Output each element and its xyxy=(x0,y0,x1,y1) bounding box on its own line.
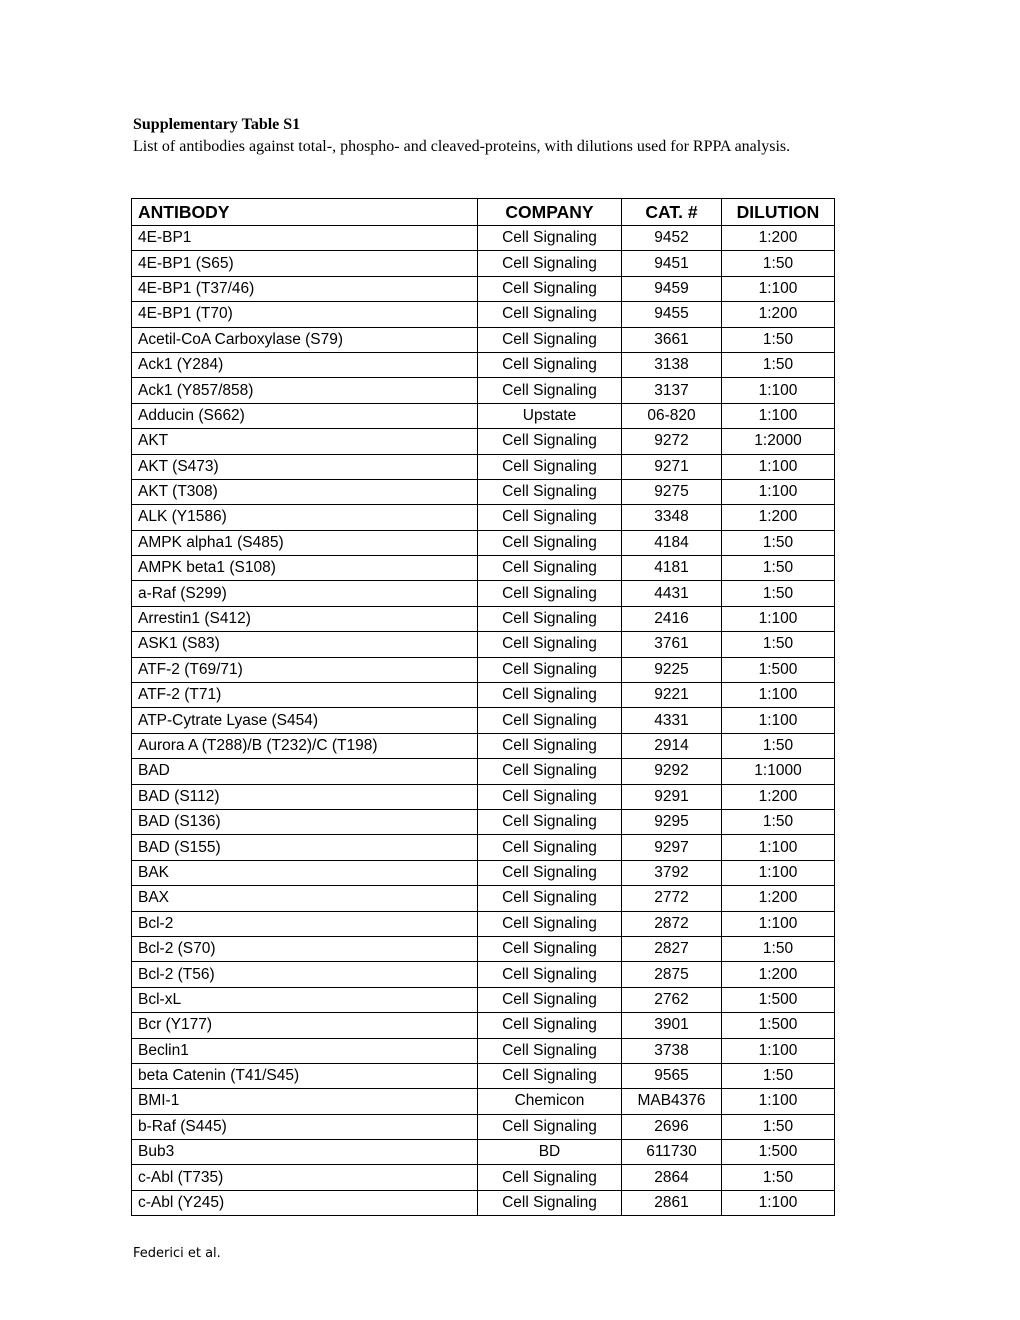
antibody-cell: AMPK beta1 (S108) xyxy=(132,556,478,581)
dilution-cell: 1:100 xyxy=(722,683,835,708)
header-cat-number: CAT. # xyxy=(622,199,722,226)
dilution-cell: 1:100 xyxy=(722,860,835,885)
dilution-cell: 1:200 xyxy=(722,886,835,911)
table-row xyxy=(132,276,835,301)
table-row xyxy=(132,1013,835,1038)
antibody-cell: BAD (S155) xyxy=(132,835,478,860)
antibody-cell: Arrestin1 (S412) xyxy=(132,606,478,631)
company-cell: Cell Signaling xyxy=(478,581,622,606)
dilution-cell: 1:100 xyxy=(722,378,835,403)
company-cell: Cell Signaling xyxy=(478,784,622,809)
table-row xyxy=(132,1089,835,1114)
company-cell: Cell Signaling xyxy=(478,454,622,479)
company-cell: Cell Signaling xyxy=(478,1114,622,1139)
company-cell: Cell Signaling xyxy=(478,1038,622,1063)
company-cell: Cell Signaling xyxy=(478,987,622,1012)
cat-number-cell: 3761 xyxy=(622,632,722,657)
table-row xyxy=(132,403,835,428)
cat-number-cell: 9221 xyxy=(622,683,722,708)
cat-number-cell: 3901 xyxy=(622,1013,722,1038)
company-cell: Cell Signaling xyxy=(478,556,622,581)
company-cell: Cell Signaling xyxy=(478,1165,622,1190)
company-cell: Cell Signaling xyxy=(478,479,622,504)
table-row xyxy=(132,733,835,758)
table-row xyxy=(132,378,835,403)
cat-number-cell: 611730 xyxy=(622,1140,722,1165)
company-cell: Cell Signaling xyxy=(478,1013,622,1038)
table-row xyxy=(132,860,835,885)
cat-number-cell: 9297 xyxy=(622,835,722,860)
table-row xyxy=(132,226,835,251)
dilution-cell: 1:200 xyxy=(722,302,835,327)
table-row xyxy=(132,251,835,276)
cat-number-cell: 06-820 xyxy=(622,403,722,428)
cat-number-cell: 3792 xyxy=(622,860,722,885)
table-body xyxy=(132,226,835,1216)
cat-number-cell: 9272 xyxy=(622,429,722,454)
table-row xyxy=(132,1190,835,1215)
cat-number-cell: 3738 xyxy=(622,1038,722,1063)
table-row xyxy=(132,632,835,657)
antibody-cell: c-Abl (T735) xyxy=(132,1165,478,1190)
table-row xyxy=(132,556,835,581)
table-row xyxy=(132,429,835,454)
cat-number-cell: 9455 xyxy=(622,302,722,327)
antibody-cell: Aurora A (T288)/B (T232)/C (T198) xyxy=(132,733,478,758)
table-caption: List of antibodies against total-, phospho- and cleaved-proteins, with dilutions used for RPPA analysis. xyxy=(133,138,791,155)
antibody-cell: beta Catenin (T41/S45) xyxy=(132,1063,478,1088)
cat-number-cell: 2762 xyxy=(622,987,722,1012)
cat-number-cell: 9292 xyxy=(622,759,722,784)
cat-number-cell: 4331 xyxy=(622,708,722,733)
company-cell: Cell Signaling xyxy=(478,632,622,657)
cat-number-cell: 9452 xyxy=(622,226,722,251)
cat-number-cell: 4181 xyxy=(622,556,722,581)
dilution-cell: 1:50 xyxy=(722,1063,835,1088)
table-row xyxy=(132,352,835,377)
company-cell: Cell Signaling xyxy=(478,251,622,276)
cat-number-cell: 3137 xyxy=(622,378,722,403)
table-row xyxy=(132,1114,835,1139)
cat-number-cell: 2416 xyxy=(622,606,722,631)
dilution-cell: 1:200 xyxy=(722,784,835,809)
table-row xyxy=(132,911,835,936)
antibody-cell: AKT (T308) xyxy=(132,479,478,504)
company-cell: Cell Signaling xyxy=(478,302,622,327)
antibody-cell: Ack1 (Y284) xyxy=(132,352,478,377)
cat-number-cell: 2696 xyxy=(622,1114,722,1139)
company-cell: Cell Signaling xyxy=(478,835,622,860)
antibody-cell: 4E-BP1 (T37/46) xyxy=(132,276,478,301)
antibody-cell: b-Raf (S445) xyxy=(132,1114,478,1139)
cat-number-cell: 2872 xyxy=(622,911,722,936)
cat-number-cell: 2861 xyxy=(622,1190,722,1215)
company-cell: Cell Signaling xyxy=(478,1190,622,1215)
antibody-cell: AKT (S473) xyxy=(132,454,478,479)
antibody-cell: Adducin (S662) xyxy=(132,403,478,428)
dilution-cell: 1:2000 xyxy=(722,429,835,454)
table-row xyxy=(132,987,835,1012)
antibody-cell: BAX xyxy=(132,886,478,911)
company-cell: Cell Signaling xyxy=(478,352,622,377)
antibody-cell: Beclin1 xyxy=(132,1038,478,1063)
antibody-cell: BAD (S136) xyxy=(132,809,478,834)
table-row xyxy=(132,1140,835,1165)
company-cell: Cell Signaling xyxy=(478,327,622,352)
table-row xyxy=(132,835,835,860)
dilution-cell: 1:50 xyxy=(722,556,835,581)
antibody-cell: Bcr (Y177) xyxy=(132,1013,478,1038)
company-cell: Cell Signaling xyxy=(478,962,622,987)
cat-number-cell: MAB4376 xyxy=(622,1089,722,1114)
antibody-cell: Bub3 xyxy=(132,1140,478,1165)
antibody-cell: AKT xyxy=(132,429,478,454)
cat-number-cell: 9459 xyxy=(622,276,722,301)
dilution-cell: 1:50 xyxy=(722,251,835,276)
company-cell: Chemicon xyxy=(478,1089,622,1114)
antibody-cell: a-Raf (S299) xyxy=(132,581,478,606)
antibody-cell: c-Abl (Y245) xyxy=(132,1190,478,1215)
company-cell: Cell Signaling xyxy=(478,378,622,403)
company-cell: Cell Signaling xyxy=(478,759,622,784)
company-cell: Cell Signaling xyxy=(478,276,622,301)
dilution-cell: 1:500 xyxy=(722,987,835,1012)
dilution-cell: 1:500 xyxy=(722,1013,835,1038)
dilution-cell: 1:50 xyxy=(722,352,835,377)
company-cell: Cell Signaling xyxy=(478,809,622,834)
company-cell: BD xyxy=(478,1140,622,1165)
table-row xyxy=(132,683,835,708)
dilution-cell: 1:50 xyxy=(722,632,835,657)
table-row xyxy=(132,1063,835,1088)
antibody-cell: 4E-BP1 (T70) xyxy=(132,302,478,327)
table-row xyxy=(132,1038,835,1063)
antibody-cell: ASK1 (S83) xyxy=(132,632,478,657)
dilution-cell: 1:100 xyxy=(722,1038,835,1063)
table-header-row xyxy=(132,199,835,226)
dilution-cell: 1:100 xyxy=(722,708,835,733)
antibody-cell: Bcl-xL xyxy=(132,987,478,1012)
dilution-cell: 1:100 xyxy=(722,1190,835,1215)
table-row xyxy=(132,657,835,682)
table-row xyxy=(132,708,835,733)
table-row xyxy=(132,327,835,352)
cat-number-cell: 4184 xyxy=(622,530,722,555)
dilution-cell: 1:200 xyxy=(722,962,835,987)
dilution-cell: 1:100 xyxy=(722,479,835,504)
dilution-cell: 1:50 xyxy=(722,936,835,961)
cat-number-cell: 9565 xyxy=(622,1063,722,1088)
dilution-cell: 1:200 xyxy=(722,505,835,530)
dilution-cell: 1:50 xyxy=(722,1165,835,1190)
antibody-cell: Ack1 (Y857/858) xyxy=(132,378,478,403)
company-cell: Cell Signaling xyxy=(478,606,622,631)
table-row xyxy=(132,886,835,911)
company-cell: Cell Signaling xyxy=(478,708,622,733)
cat-number-cell: 3348 xyxy=(622,505,722,530)
dilution-cell: 1:100 xyxy=(722,403,835,428)
cat-number-cell: 2827 xyxy=(622,936,722,961)
table-row xyxy=(132,581,835,606)
page-footer: Federici et al. xyxy=(133,1246,221,1261)
company-cell: Cell Signaling xyxy=(478,860,622,885)
cat-number-cell: 9271 xyxy=(622,454,722,479)
antibody-table xyxy=(131,198,835,1216)
table-row xyxy=(132,530,835,555)
dilution-cell: 1:100 xyxy=(722,276,835,301)
table-row xyxy=(132,505,835,530)
antibody-cell: BMI-1 xyxy=(132,1089,478,1114)
antibody-cell: ATF-2 (T71) xyxy=(132,683,478,708)
dilution-cell: 1:50 xyxy=(722,327,835,352)
company-cell: Cell Signaling xyxy=(478,936,622,961)
antibody-cell: ATF-2 (T69/71) xyxy=(132,657,478,682)
cat-number-cell: 2914 xyxy=(622,733,722,758)
cat-number-cell: 9295 xyxy=(622,809,722,834)
table-title: Supplementary Table S1 xyxy=(133,116,301,133)
table-row xyxy=(132,454,835,479)
table-row xyxy=(132,936,835,961)
company-cell: Upstate xyxy=(478,403,622,428)
cat-number-cell: 2864 xyxy=(622,1165,722,1190)
antibody-cell: BAD (S112) xyxy=(132,784,478,809)
company-cell: Cell Signaling xyxy=(478,886,622,911)
cat-number-cell: 9275 xyxy=(622,479,722,504)
cat-number-cell: 2772 xyxy=(622,886,722,911)
company-cell: Cell Signaling xyxy=(478,226,622,251)
dilution-cell: 1:50 xyxy=(722,733,835,758)
company-cell: Cell Signaling xyxy=(478,530,622,555)
antibody-cell: ATP-Cytrate Lyase (S454) xyxy=(132,708,478,733)
dilution-cell: 1:100 xyxy=(722,835,835,860)
antibody-cell: Bcl-2 (T56) xyxy=(132,962,478,987)
company-cell: Cell Signaling xyxy=(478,429,622,454)
antibody-cell: 4E-BP1 xyxy=(132,226,478,251)
antibody-cell: BAD xyxy=(132,759,478,784)
antibody-cell: ALK (Y1586) xyxy=(132,505,478,530)
company-cell: Cell Signaling xyxy=(478,733,622,758)
document-heading xyxy=(133,114,889,158)
company-cell: Cell Signaling xyxy=(478,1063,622,1088)
table-row xyxy=(132,759,835,784)
antibody-cell: AMPK alpha1 (S485) xyxy=(132,530,478,555)
header-company: COMPANY xyxy=(478,199,622,226)
dilution-cell: 1:1000 xyxy=(722,759,835,784)
cat-number-cell: 9451 xyxy=(622,251,722,276)
company-cell: Cell Signaling xyxy=(478,505,622,530)
company-cell: Cell Signaling xyxy=(478,683,622,708)
company-cell: Cell Signaling xyxy=(478,657,622,682)
cat-number-cell: 2875 xyxy=(622,962,722,987)
table-row xyxy=(132,1165,835,1190)
dilution-cell: 1:200 xyxy=(722,226,835,251)
table-row xyxy=(132,302,835,327)
table-row xyxy=(132,479,835,504)
table-row xyxy=(132,784,835,809)
cat-number-cell: 4431 xyxy=(622,581,722,606)
dilution-cell: 1:100 xyxy=(722,606,835,631)
dilution-cell: 1:500 xyxy=(722,657,835,682)
cat-number-cell: 3661 xyxy=(622,327,722,352)
cat-number-cell: 3138 xyxy=(622,352,722,377)
dilution-cell: 1:100 xyxy=(722,911,835,936)
dilution-cell: 1:50 xyxy=(722,809,835,834)
antibody-cell: BAK xyxy=(132,860,478,885)
antibody-cell: Bcl-2 (S70) xyxy=(132,936,478,961)
cat-number-cell: 9225 xyxy=(622,657,722,682)
cat-number-cell: 9291 xyxy=(622,784,722,809)
table-row xyxy=(132,962,835,987)
antibody-cell: Bcl-2 xyxy=(132,911,478,936)
dilution-cell: 1:500 xyxy=(722,1140,835,1165)
dilution-cell: 1:50 xyxy=(722,530,835,555)
header-antibody: ANTIBODY xyxy=(132,199,478,226)
antibody-cell: Acetil-CoA Carboxylase (S79) xyxy=(132,327,478,352)
dilution-cell: 1:100 xyxy=(722,1089,835,1114)
header-dilution: DILUTION xyxy=(722,199,835,226)
table-row xyxy=(132,809,835,834)
table-row xyxy=(132,606,835,631)
company-cell: Cell Signaling xyxy=(478,911,622,936)
dilution-cell: 1:50 xyxy=(722,581,835,606)
dilution-cell: 1:100 xyxy=(722,454,835,479)
dilution-cell: 1:50 xyxy=(722,1114,835,1139)
antibody-cell: 4E-BP1 (S65) xyxy=(132,251,478,276)
